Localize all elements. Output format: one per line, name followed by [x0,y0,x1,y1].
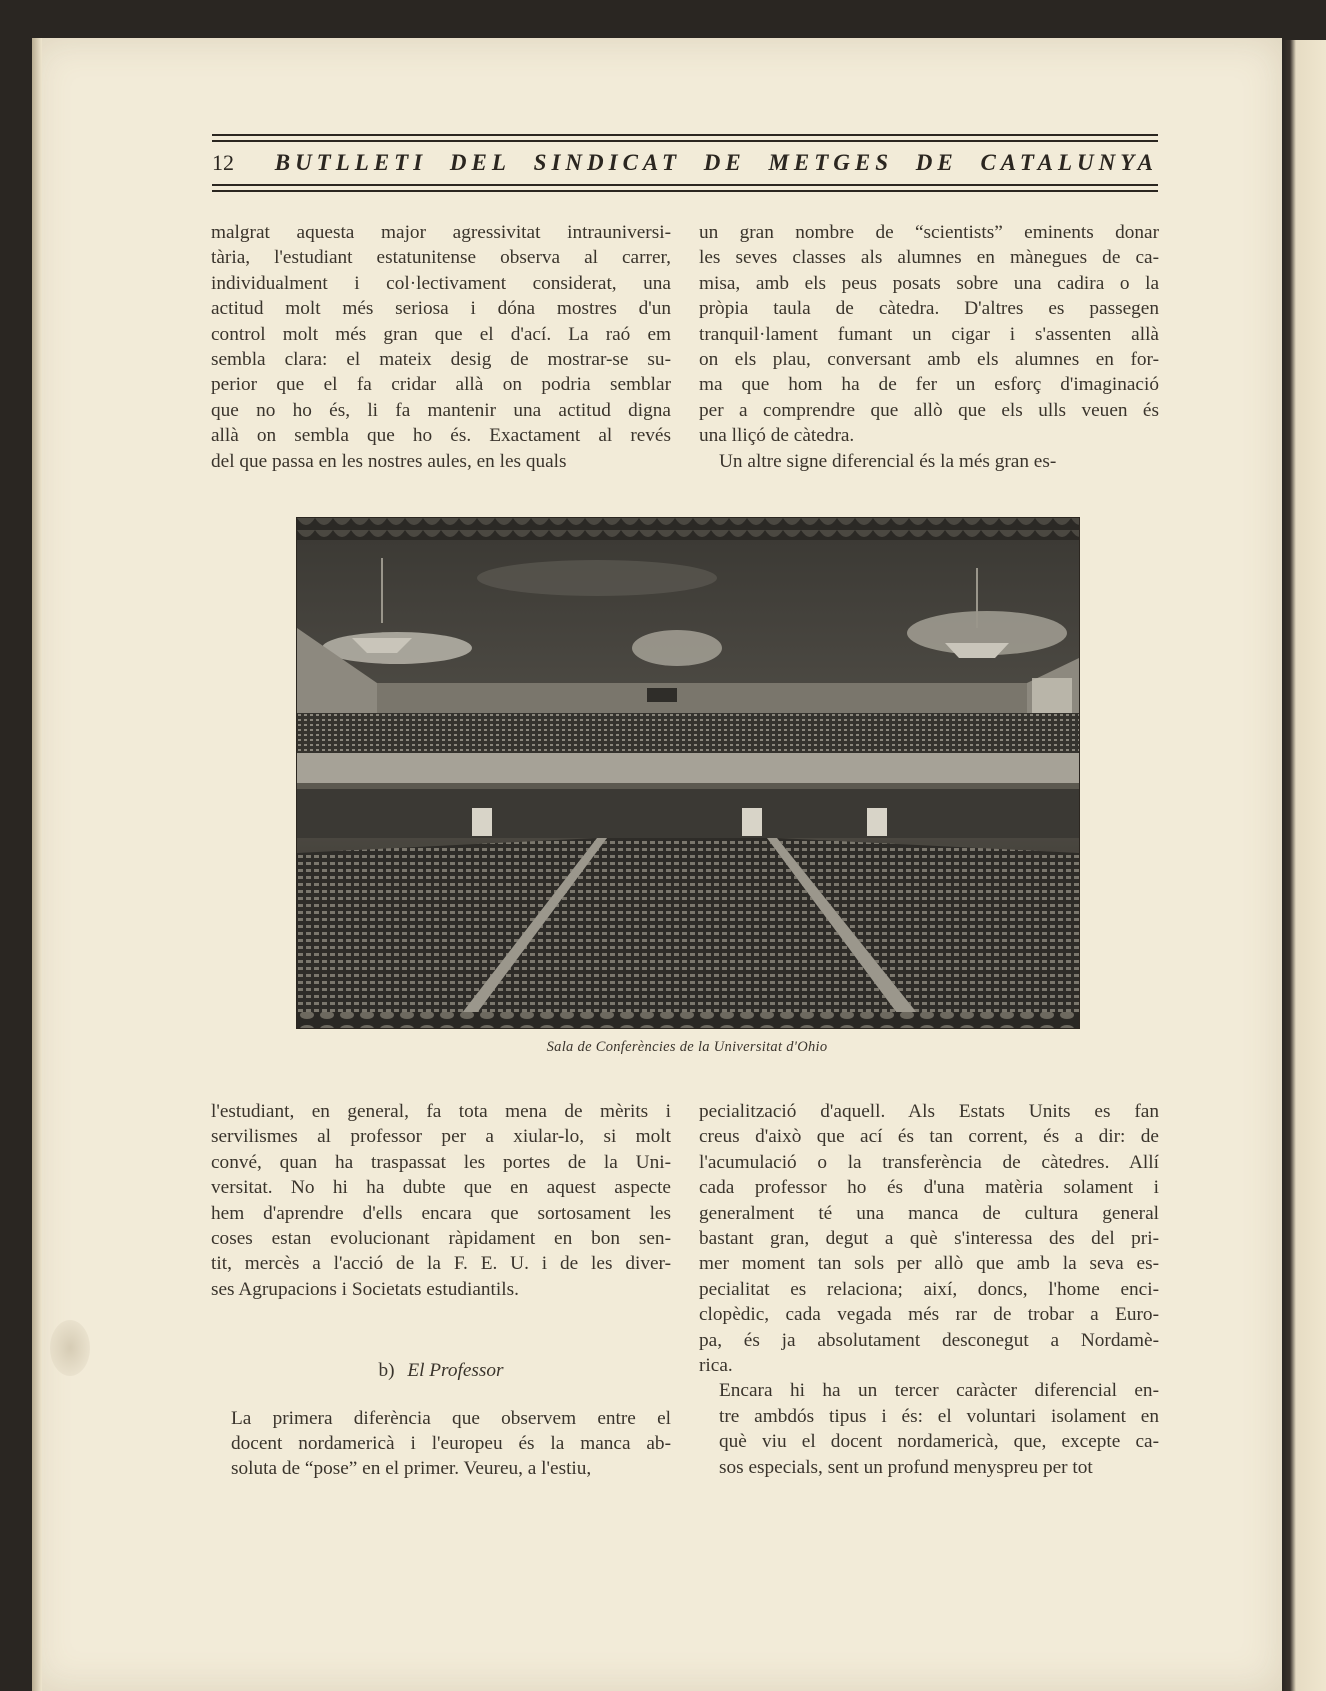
text-line: bastant gran, degut a què s'interessa des del pri- [699,1228,1159,1250]
text-line: malgrat aquesta major agressivitat intrauniversi- [211,222,671,243]
text-line: una lliçó de càtedra. [699,425,855,447]
text-column-top-right [699,220,1159,474]
text-line: tranquil·lament fumant un cigar i s'assenten allà [699,323,1159,345]
text-line: creus d'això que ací és tan corrent, és a dir: de [699,1126,1159,1148]
text-line: que no ho és, li fa mantenir una actitud digna [211,399,671,421]
text-line: per a comprendre que allò que els ulls veuen és [699,399,1159,421]
adjacent-page-edge [1282,40,1326,1691]
text-line: misa, amb els peus posats sobre una cadira o la [699,272,1159,294]
text-line: pecialització d'aquell. Als Estats Units es fan [699,1101,1159,1122]
header-top-rule [212,134,1158,144]
text-line: La primera diferència que observem entre el [231,1407,671,1429]
text-line: control molt més gran que el d'ací. La raó em [211,323,671,345]
text-line: perior que el fa cridar allà on podria semblar [211,374,671,396]
text-line: actitud molt més seriosa i dóna mostres d'un [211,298,671,320]
text-line: ma que hom ha de fer un esforç d'imaginació [699,374,1159,396]
text-line: ses Agrupacions i Societats estudiantils. [211,1278,519,1300]
text-line: sembla clara: el mateix desig de mostrar-se su- [211,349,671,371]
text-line: docent nordamericà i l'europeu és la manca ab- [231,1433,671,1455]
section-heading [211,1358,671,1383]
text-column-bottom-right [699,1099,1159,1480]
section-title: El Professor [407,1360,504,1382]
text-line: generalment té una manca de cultura general [699,1202,1159,1224]
text-line: Un altre signe diferencial és la més gran es- [719,450,1057,472]
paragraph [699,1099,1159,1378]
journal-title-word: BUTLLETI [274,150,428,175]
text-line: l'estudiant, en general, fa tota mena de mèrits i [211,1101,671,1122]
text-line: mer moment tan sols per allò que amb la seva es- [699,1253,1159,1275]
journal-title-word: CATALUNYA [980,150,1158,175]
text-line: rica. [699,1355,733,1377]
text-line: cada professor ho és d'una matèria solament i [699,1177,1159,1199]
text-line: soluta de “pose” en el primer. Veureu, a l'estiu, [231,1458,592,1480]
text-line: l'acumulació o la transferència de càtedres. Allí [699,1151,1159,1173]
text-line: les seves classes als alumnes en mànegues de ca- [699,247,1159,269]
text-line: pròpia taula de càtedra. D'altres es passegen [699,298,1159,320]
text-line: individualment i col·lectivament considerat, una [211,272,671,294]
text-line: tària, l'estudiant estatunitense observa al carrer, [211,247,671,269]
text-line: pa, és ja absolutament desconegut a Nordamè- [699,1329,1159,1351]
text-line: versitat. No hi ha dubte que en aquest aspecte [211,1177,671,1199]
paragraph [211,220,671,474]
paragraph [699,220,1159,449]
auditorium-photo-illustration [297,518,1079,1028]
paragraph [211,1406,671,1482]
text-line: servilismes al professor per a xiular-lo, si molt [211,1126,671,1148]
paragraph [699,449,1159,474]
header-row [212,144,1158,182]
journal-title-word: DE [915,150,958,175]
text-line: hem d'aprendre d'ells encara que sortosament les [211,1202,671,1224]
section-marker: b) [378,1360,395,1382]
text-line: allà on sembla que ho és. Exactament al revés [211,425,671,447]
text-line: un gran nombre de “scientists” eminents donar [699,222,1159,243]
paper-stain [50,1320,90,1376]
text-line: Encara hi ha un tercer caràcter diferencial en- [719,1380,1159,1402]
journal-title-word: DEL [449,150,511,175]
text-line: del que passa en les nostres aules, en les quals [211,450,567,472]
text-line: clopèdic, cada vegada més rar de trobar a Euro- [699,1304,1159,1326]
running-header [212,134,1158,194]
journal-title-word: METGES [768,150,894,175]
text-line: convé, quan ha traspassat les portes de la Uni- [211,1151,671,1173]
page-binding-shadow [32,38,42,1691]
text-line: tit, mercès a l'acció de la F. E. U. i de les diver- [211,1253,671,1275]
text-line: on els plau, conversant amb els alumnes en for- [699,349,1159,371]
auditorium-photograph [296,517,1080,1029]
paragraph [211,1099,671,1302]
text-column-bottom-left [211,1099,671,1482]
text-line: coses estan evolucionant ràpidament en bon sen- [211,1228,671,1250]
image-caption: Sala de Conferències de la Universitat d'Ohio [546,1039,828,1055]
text-line: pecialitat es relaciona; així, doncs, l'home enci- [699,1278,1159,1300]
page-number: 12 [212,150,234,175]
journal-title-word: DE [703,150,746,175]
text-line: sos especials, sent un profund menyspreu per tot [719,1456,1093,1478]
header-bottom-rule [212,182,1158,194]
paragraph [699,1378,1159,1480]
text-line: tre ambdós tipus i és: el voluntari isolament en [719,1405,1159,1427]
text-line: què viu el docent nordamericà, que, excepte ca- [719,1431,1159,1453]
journal-title-word: SINDICAT [533,150,682,175]
text-column-top-left [211,220,671,474]
